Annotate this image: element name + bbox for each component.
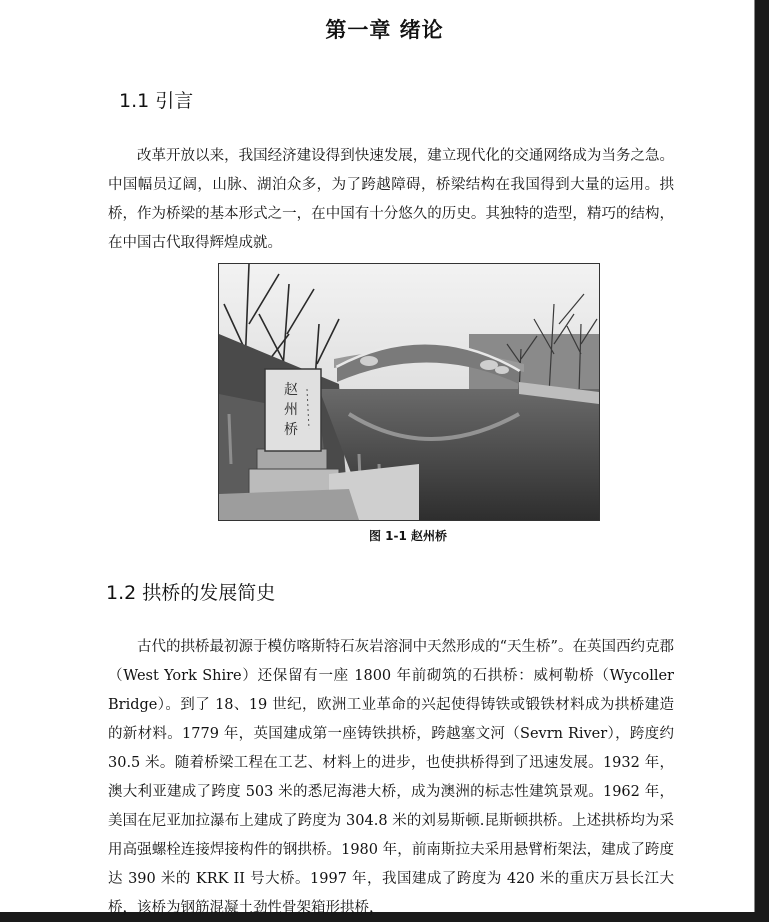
zhaozhou-bridge-photo	[218, 263, 600, 521]
stele-char-1: 赵	[284, 382, 298, 398]
paragraph-introduction: 改革开放以来，我国经济建设得到快速发展，建立现代化的交通网络成为当务之急。中国幅员辽阔，山脉、湖泊众多，为了跨越障碍，桥梁结构在我国得到大量的运用。拱桥，作为桥梁的基本形式之一，在中国有十分悠久的历史。其独特的造型，精巧的结构，在中国古代取得辉煌成就。	[108, 148, 674, 251]
paragraph-history: 古代的拱桥最初源于模仿喀斯特石灰岩溶洞中天然形成的“天生桥”。在英国西约克郡（West York Shire）还保留有一座 1800 年前砌筑的石拱桥：威柯勒桥（Wycoller Bridge）。到了 18、19 世纪，欧洲工业革命的兴起使得铸铁或锻铁材料成为拱桥建造的新材料。1779 年，英国建成第一座铸铁拱桥，跨越塞文河（Sevrn River），跨度约 30.5 米。随着桥梁工程在工艺、材料上的进步，也使拱桥得到了迅速发展。1932 年，澳大利亚建成了跨度 503 米的悉尼海港大桥，成为澳洲的标志性建筑景观。1962 年，美国在尼亚加拉瀑布上建成了跨度为 304.8 米的刘易斯顿.昆斯顿拱桥。上述拱桥均为采用高强螺栓连接焊接构件的钢拱桥。1980 年，前南斯拉夫采用悬臂桁架法，建成了跨度达 390 米的 KRK II 号大桥。1997 年，我国建成了跨度为 420 米的重庆万县长江大桥，该桥为钢筋混凝土劲性骨架箱形拱桥，	[108, 639, 674, 916]
stele-char-3: 桥	[284, 422, 298, 438]
page-edge-right	[755, 0, 769, 922]
chapter-title: 第一章 绪论	[325, 18, 444, 42]
stele-char-2: 州	[284, 402, 298, 418]
section-heading-introduction: 1.1 引言	[119, 90, 194, 112]
figure-caption: 图 1-1 赵州桥	[368, 529, 448, 543]
section-heading-history: 1.2 拱桥的发展简史	[106, 582, 276, 604]
